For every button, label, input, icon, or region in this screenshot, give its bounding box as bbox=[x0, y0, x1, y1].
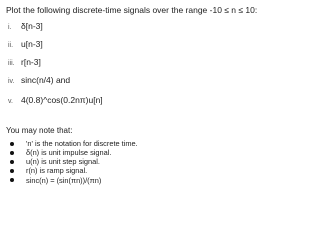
note-text: u(n) is unit step signal. bbox=[26, 157, 100, 167]
bullet-icon bbox=[10, 160, 14, 164]
item-number: ii. bbox=[8, 42, 14, 49]
item-number: iii. bbox=[8, 60, 15, 67]
note-item bbox=[10, 157, 138, 166]
item-text: sinc(n/4) and bbox=[21, 75, 71, 85]
signal-item-3 bbox=[8, 58, 41, 70]
signal-item-4 bbox=[8, 76, 70, 88]
bullet-icon bbox=[10, 142, 14, 146]
signal-item-2 bbox=[8, 40, 43, 52]
bullet-icon bbox=[10, 178, 14, 182]
note-item bbox=[10, 139, 138, 148]
signal-item-1 bbox=[8, 22, 43, 34]
item-text: δ[n-3] bbox=[21, 21, 43, 31]
note-item bbox=[10, 167, 138, 176]
item-number: v. bbox=[8, 98, 13, 105]
note-item bbox=[10, 176, 138, 185]
note-text: r(n) is ramp signal. bbox=[26, 166, 88, 176]
notes-list bbox=[10, 139, 138, 185]
item-number: i. bbox=[8, 24, 12, 31]
item-text: r[n-3] bbox=[21, 57, 41, 67]
problem-prompt: Plot the following discrete-time signals over the range -10 ≤ n ≤ 10: bbox=[6, 5, 258, 15]
note-text: δ(n) is unit impulse signal. bbox=[26, 148, 112, 158]
note-text: sinc(n) = (sin(πn))/(πn) bbox=[26, 175, 102, 185]
bullet-icon bbox=[10, 169, 14, 173]
bullet-icon bbox=[10, 151, 14, 155]
signal-item-5 bbox=[8, 96, 103, 108]
item-text: u[n-3] bbox=[21, 39, 43, 49]
item-number: iv. bbox=[8, 78, 15, 85]
note-item bbox=[10, 148, 138, 157]
item-text: 4(0.8)^cos(0.2nπ)u[n] bbox=[21, 95, 103, 105]
note-text: 'n' is the notation for discrete time. bbox=[26, 138, 138, 148]
notes-heading: You may note that: bbox=[6, 126, 73, 135]
